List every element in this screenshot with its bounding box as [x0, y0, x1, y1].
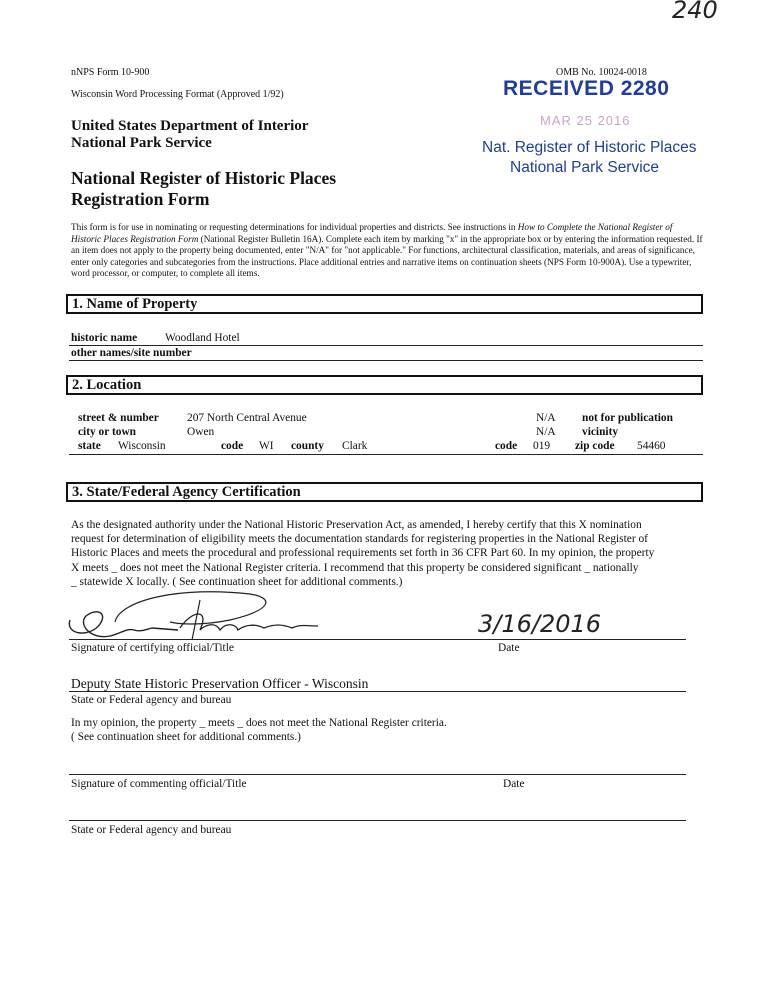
form-title: National Register of Historic Places [71, 168, 337, 188]
intro-bulletin-title: How to Complete the National Register of Historic Places Registration Form [71, 222, 673, 244]
cert-line-5: _ statewide X locally. ( See continuation sheet for additional comments.) [71, 575, 403, 588]
cert-line-4: X meets _ does not meet the National Register criteria. I recommend that this property be considered significant _ nationally [71, 561, 639, 574]
signature-date-label: Date [498, 642, 520, 654]
format-line: Wisconsin Word Processing Format (Approved 1/92) [71, 89, 284, 100]
handwritten-page-number: 240 [672, 0, 718, 24]
intro-paragraph [71, 222, 703, 280]
signature-rule [69, 639, 686, 640]
signature-date-value: 3/16/2016 [478, 610, 602, 638]
county-value[interactable]: Clark [342, 440, 368, 452]
section-2-title: 2. Location [72, 377, 142, 393]
state-code-value[interactable]: WI [259, 440, 274, 452]
cert-line-1: As the designated authority under the National Historic Preservation Act, as amended, I hereby certify that this X nomination [71, 519, 642, 531]
section-3-header [66, 482, 703, 502]
location-rule [69, 454, 703, 455]
section-2-header [66, 375, 703, 395]
comment-signature-rule [69, 774, 686, 775]
street-na: N/A [536, 412, 556, 424]
section-1-title: 1. Name of Property [72, 296, 198, 312]
form-subtitle: Registration Form [71, 189, 210, 209]
section-1-header [66, 294, 703, 314]
other-names-rule [69, 360, 703, 361]
signature-label: Signature of certifying official/Title [71, 642, 234, 654]
historic-name-label: historic name [71, 332, 138, 344]
not-for-publication-label: not for publication [582, 412, 673, 424]
agency-label: State or Federal agency and bureau [71, 694, 232, 706]
street-value[interactable]: 207 North Central Avenue [187, 412, 307, 424]
stamp-date: MAR 25 2016 [540, 113, 631, 128]
state-code-label: code [221, 440, 244, 452]
opinion-line-2: ( See continuation sheet for additional comments.) [71, 731, 301, 743]
section-3-title: 3. State/Federal Agency Certification [72, 484, 301, 500]
stamp-register-line: Nat. Register of Historic Places [482, 139, 697, 156]
state-label: state [78, 440, 101, 452]
agency-line: National Park Service [71, 135, 212, 151]
historic-name-value[interactable]: Woodland Hotel [165, 332, 240, 344]
handwritten-signature [60, 580, 340, 648]
vicinity-label: vicinity [582, 426, 619, 438]
cert-line-2: request for determination of eligibility meets the documentation standards for registering properties in the National Register of [71, 533, 648, 546]
intro-text: This form is for use in nominating or requesting determinations for individual properties and districts. See instructions in [71, 222, 518, 232]
form-number: nNPS Form 10-900 [71, 67, 150, 78]
comment-agency-rule [69, 820, 686, 821]
cert-line-3: Historic Places and meets the procedural and professional requirements set forth in 36 CFR Part 60. In my opinion, the property [71, 547, 655, 560]
agency-value[interactable]: Deputy State Historic Preservation Officer - Wisconsin [71, 676, 369, 691]
city-label: city or town [78, 426, 136, 438]
zip-value[interactable]: 54460 [637, 440, 666, 452]
received-stamp: RECEIVED 2280 [503, 77, 670, 100]
certification-text [71, 518, 711, 589]
agency-rule [69, 691, 686, 692]
city-na: N/A [536, 426, 556, 438]
state-value[interactable]: Wisconsin [118, 440, 166, 452]
comment-agency-label: State or Federal agency and bureau [71, 824, 232, 836]
county-label: county [291, 440, 324, 452]
city-value[interactable]: Owen [187, 426, 215, 438]
department-line: United States Department of Interior [71, 118, 309, 134]
stamp-service-line: National Park Service [510, 159, 660, 176]
intro-text-rest: (National Register Bulletin 16A). Complete each item by marking "x" in the appropriate box or by entering the information requested. If an item does not apply to the property being documented, enter "N/A" for "not applicable." For functions, architectural classification, materials, and areas of significance, enter only categories and subcategories from the instructions. Place additional entries and narrative items on continuation sheets (NPS Form 10-900A). Use a typewriter, word processor, or computer, to complete all items. [71, 233, 703, 279]
other-names-label: other names/site number [71, 347, 192, 359]
opinion-line-1: In my opinion, the property _ meets _ does not meet the National Register criteria. [71, 717, 447, 729]
comment-date-label: Date [503, 778, 525, 790]
comment-signature-label: Signature of commenting official/Title [71, 778, 247, 790]
county-code-label: code [495, 440, 518, 452]
omb-number: OMB No. 10024-0018 [556, 67, 647, 78]
street-label: street & number [78, 412, 159, 424]
zip-label: zip code [575, 440, 615, 452]
county-code-value[interactable]: 019 [533, 440, 551, 452]
